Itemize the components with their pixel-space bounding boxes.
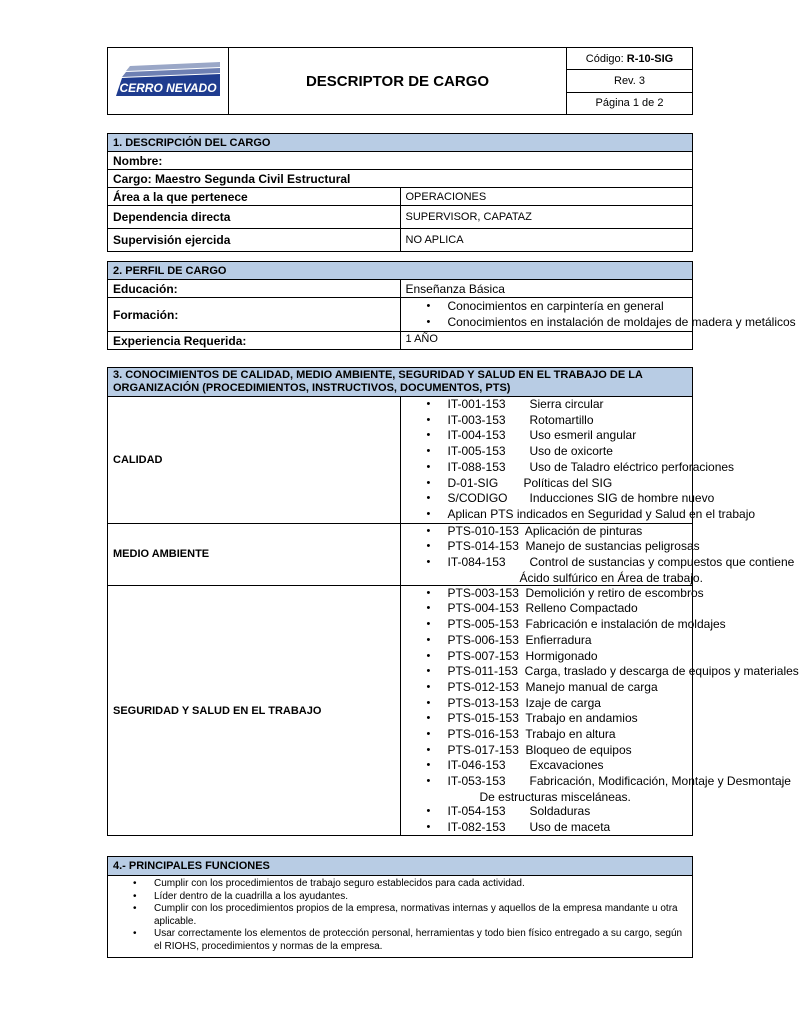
doc-code: PTS-012-153	[447, 679, 519, 694]
doc-title: Excavaciones	[529, 758, 604, 773]
list-item	[401, 459, 735, 476]
doc-code: PTS-003-153	[447, 585, 519, 600]
codigo-label: Código:	[585, 52, 624, 65]
list-item	[401, 649, 693, 665]
revision: Rev. 3	[567, 70, 693, 92]
doc-title: Inducciones SIG de hombre nuevo	[529, 491, 715, 506]
calidad-list	[401, 397, 756, 523]
seguridad-list	[401, 585, 799, 836]
list-item	[401, 397, 693, 413]
list-item	[401, 601, 693, 617]
list-item	[401, 617, 726, 633]
formacion-list-cell	[400, 298, 796, 332]
area-value: OPERACIONES	[400, 188, 693, 206]
seguridad-list-cell	[400, 585, 799, 836]
list-item	[401, 804, 693, 820]
list-item	[401, 539, 700, 555]
doc-title: Uso esmeril angular	[529, 428, 637, 443]
section-heading: 2. PERFIL DE CARGO	[108, 262, 693, 280]
section-conocimientos	[107, 367, 799, 836]
doc-title: Soldaduras	[529, 803, 591, 818]
doc-code: IT-082-153	[447, 819, 506, 834]
doc-title: Fabricación, Modificación, Montaje y Desmontaje	[529, 774, 791, 789]
list-item	[401, 727, 693, 743]
section-descripcion-cargo	[107, 133, 693, 252]
doc-title: Relleno Compactado	[525, 601, 638, 616]
list-item	[401, 476, 693, 492]
nombre-label: Nombre:	[108, 152, 693, 170]
doc-title: Trabajo en andamios	[525, 711, 638, 726]
list-item	[401, 555, 795, 585]
section-perfil-cargo	[107, 261, 796, 350]
codigo-cell	[567, 48, 693, 70]
doc-title: Trabajo en altura	[525, 727, 616, 742]
section-heading: 3. CONOCIMIENTOS DE CALIDAD, MEDIO AMBIENTE, SEGURIDAD Y SALUD EN EL TRABAJO DE LA ORGANIZACIÓN (PROCEDIMIENTOS, INSTRUCTIVOS, DOCUMENTOS, PTS)	[108, 368, 693, 397]
document-title: DESCRIPTOR DE CARGO	[229, 48, 567, 115]
list-item	[401, 524, 693, 540]
doc-code: IT-003-153	[447, 412, 506, 427]
section-heading: 1. DESCRIPCIÓN DEL CARGO	[108, 134, 693, 152]
list-item	[401, 444, 693, 460]
list-item	[401, 506, 756, 523]
doc-code: PTS-004-153	[447, 601, 519, 616]
doc-code: PTS-006-153	[447, 632, 519, 647]
dependencia-value: SUPERVISOR, CAPATAZ	[400, 206, 693, 229]
dependencia-label: Dependencia directa	[108, 206, 401, 229]
codigo-value: R-10-SIG	[626, 52, 674, 65]
list-item	[401, 633, 693, 649]
educacion-label: Educación:	[108, 280, 401, 298]
list-item	[401, 585, 704, 602]
doc-title: Control de sustancias y compuestos que contiene	[529, 555, 795, 570]
medio-list-cell	[400, 523, 795, 585]
doc-title: Izaje de carga	[525, 695, 601, 710]
doc-title: Enfierradura	[525, 632, 592, 647]
doc-title: Hormigonado	[525, 648, 598, 663]
experiencia-value: 1 AÑO	[400, 332, 693, 350]
educacion-value: Enseñanza Básica	[400, 280, 693, 298]
doc-title: Uso de Taladro eléctrico perforaciones	[529, 459, 735, 474]
doc-title: Aplicación de pinturas	[524, 523, 643, 538]
list-item: • Cumplir con los procedimientos propios de la empresa, normativas internas y aquellos de la empresa mandante u otra aplicable.	[108, 903, 692, 928]
list-item	[401, 413, 693, 429]
list-item	[401, 696, 693, 712]
list-item: • Cumplir con los procedimientos de trabajo seguro establecidos para cada actividad.	[108, 878, 692, 891]
list-item	[401, 743, 693, 759]
doc-code: IT-054-153	[447, 803, 506, 818]
doc-code: D-01-SIG	[447, 475, 499, 490]
doc-title: Carga, traslado y descarga de equipos y materiales	[524, 664, 799, 679]
formacion-label: Formación:	[108, 298, 401, 332]
list-item	[401, 491, 715, 507]
doc-code: PTS-014-153	[447, 539, 519, 554]
doc-code: PTS-011-153	[447, 664, 518, 679]
calidad-list-cell	[400, 397, 756, 524]
list-item: • Conocimientos en carpintería en general	[401, 299, 693, 315]
medio-list	[401, 523, 795, 585]
section-principales-funciones	[107, 856, 693, 958]
list-item	[401, 820, 693, 836]
doc-code: IT-088-153	[447, 459, 506, 474]
cargo-name: Cargo: Maestro Segunda Civil Estructural	[108, 170, 693, 188]
doc-code: IT-005-153	[447, 444, 506, 459]
calidad-label: CALIDAD	[108, 397, 401, 524]
medio-ambiente-label: MEDIO AMBIENTE	[108, 523, 401, 585]
supervision-value: NO APLICA	[400, 229, 693, 252]
doc-title: Rotomartillo	[529, 412, 594, 427]
doc-code: PTS-005-153	[447, 617, 519, 632]
doc-title: Manejo de sustancias peligrosas	[525, 539, 700, 554]
funciones-list	[108, 876, 692, 957]
doc-title: Manejo manual de carga	[525, 679, 658, 694]
list-item: • Conocimientos en instalación de moldajes de madera y metálicos	[401, 315, 693, 331]
doc-title: Políticas del SIG	[523, 475, 613, 490]
doc-code: PTS-016-153	[447, 727, 519, 742]
doc-code: PTS-017-153	[447, 742, 519, 757]
doc-title: Uso de maceta	[529, 819, 611, 834]
funciones-list-cell	[108, 876, 693, 958]
doc-title: Bloqueo de equipos	[525, 742, 632, 757]
doc-code: S/CODIGO	[447, 491, 508, 506]
doc-code: IT-004-153	[447, 428, 506, 443]
doc-code: IT-001-153	[447, 397, 506, 411]
doc-code: PTS-015-153	[447, 711, 519, 726]
list-item: • Usar correctamente los elementos de protección personal, herramientas y todo bien físico entregado a su cargo, según el RIOHS, procedimientos y normas de la empresa.	[108, 928, 692, 953]
document-header	[107, 47, 693, 115]
doc-title: Sierra circular	[529, 397, 604, 411]
doc-title: Demolición y retiro de escombros	[525, 585, 704, 600]
section-heading: 4.- PRINCIPALES FUNCIONES	[108, 857, 693, 876]
doc-title: Fabricación e instalación de moldajes	[525, 617, 726, 632]
logo-cell	[108, 48, 229, 115]
doc-title-continuation: De estructuras misceláneas.	[479, 789, 631, 804]
seguridad-label: SEGURIDAD Y SALUD EN EL TRABAJO	[108, 585, 401, 836]
list-item	[401, 774, 791, 804]
list-item	[401, 711, 693, 727]
list-item	[401, 428, 693, 444]
page-number: Página 1 de 2	[567, 92, 693, 114]
formacion-list	[401, 299, 796, 330]
list-item	[401, 758, 693, 774]
svg-text:CERRO NEVADO: CERRO NEVADO	[119, 81, 217, 95]
supervision-label: Supervisión ejercida	[108, 229, 401, 252]
company-logo	[108, 48, 228, 114]
doc-code: IT-046-153	[447, 758, 506, 773]
doc-title: Uso de oxicorte	[529, 444, 613, 459]
list-item	[401, 680, 693, 696]
doc-title: Aplican PTS indicados en Seguridad y Salud en el trabajo	[447, 506, 756, 521]
list-item	[401, 664, 799, 680]
doc-title-continuation: Ácido sulfúrico en Área de trabajo.	[519, 570, 703, 585]
doc-code: PTS-007-153	[447, 648, 519, 663]
doc-code: IT-084-153	[447, 555, 506, 570]
doc-code: IT-053-153	[447, 774, 506, 789]
doc-code: PTS-013-153	[447, 695, 519, 710]
area-label: Área a la que pertenece	[108, 188, 401, 206]
experiencia-label: Experiencia Requerida:	[108, 332, 401, 350]
list-item: • Líder dentro de la cuadrilla a los ayudantes.	[108, 891, 692, 904]
doc-code: PTS-010-153	[447, 523, 519, 538]
